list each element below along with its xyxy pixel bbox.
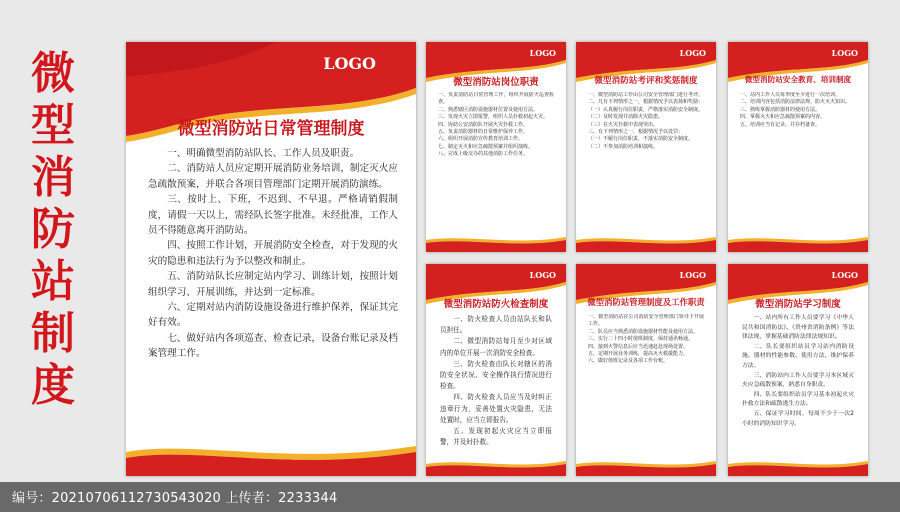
paragraph: 一、微型消防站工作由公司安全管理部门进行考评。 xyxy=(588,92,704,98)
logo: LOGO xyxy=(529,270,556,280)
vertical-title xyxy=(10,48,96,412)
board-title: 微型消防站安全教育、培训制度 xyxy=(744,75,852,84)
small-board xyxy=(728,264,868,476)
board-body xyxy=(438,92,554,230)
paragraph: 七、做好站内各项巡查、检查记录，设备台账记录及档案管理工作。 xyxy=(148,332,398,360)
small-board xyxy=(426,264,566,476)
board-title: 微型消防站管理制度及工作职责 xyxy=(587,297,705,307)
paragraph: （二）及时发现并消除火灾隐患。 xyxy=(588,114,664,121)
vertical-title-char: 站 xyxy=(31,256,75,307)
vertical-title-char: 度 xyxy=(31,360,75,411)
paragraph: 一、明确微型消防站队长、工作人员及职责。 xyxy=(167,148,360,159)
small-board xyxy=(576,42,716,252)
paragraph: 五、定期开展业务训练，提高灭火救援能力。 xyxy=(588,351,689,358)
paragraph: 八、完成上级交办的其他消防工作任务。 xyxy=(438,151,529,158)
paragraph: 一、防火检查人员由站队长和队员担任。 xyxy=(440,315,552,335)
logo: LOGO xyxy=(679,270,706,280)
paragraph: 四、防火检查人员应当及时纠正违章行为，妥善处置火灾隐患，无法处置时，应当立即报告。 xyxy=(440,393,552,424)
vertical-title-char: 制 xyxy=(31,308,75,359)
paragraph: 四、掌握灭火和应急疏散预案的内容。 xyxy=(740,114,826,121)
paragraph: （二）不参加消防培训和演练。 xyxy=(588,143,659,150)
paragraph: 五、消防站队长应制定站内学习、训练计划，按照计划组织学习、开展训练，并达到一定标准。 xyxy=(148,271,398,298)
small-board xyxy=(426,42,566,252)
footer-id-text: 编号：20210706112730543020 上传者：2233344 xyxy=(12,491,338,506)
board-title: 微型消防站日常管理制度 xyxy=(177,119,365,139)
paragraph: 三、有下列情形之一，根据情况予以处罚： xyxy=(588,129,684,136)
paragraph: 五、培训应当有记录，并存档备查。 xyxy=(740,121,821,128)
paragraph: 二、队员应当熟悉消防设施器材性能及使用方法。 xyxy=(588,328,699,335)
vertical-title-char: 防 xyxy=(31,204,75,255)
board-body xyxy=(588,314,704,452)
board-body xyxy=(588,92,704,230)
vertical-title-char: 微 xyxy=(31,48,75,99)
board-title: 微型消防站岗位职责 xyxy=(453,77,539,88)
paragraph: 二、消防站人员应定期开展消防业务培训，制定灭火应急疏散预案，并联合各项目管理部门定期开展消防演练。 xyxy=(148,163,398,190)
paragraph: （一）认真履行岗位职责，严格落实消防安全制度。 xyxy=(588,106,704,113)
paragraph: （一）不履行岗位职责，不落实消防安全制度。 xyxy=(588,136,694,143)
paragraph: 五、发现初起火灾应当立即报警，并及时扑救。 xyxy=(440,427,552,447)
small-board xyxy=(576,264,716,476)
paragraph: 四、协助公安消防队开展火灾扑救工作。 xyxy=(438,121,529,128)
bottom-wave-band xyxy=(576,456,716,476)
footer-bar xyxy=(0,482,900,512)
board-title: 微型消防站学习制度 xyxy=(755,299,841,310)
main-board xyxy=(126,42,416,476)
paragraph: 二、队长要组织站员学习站内消防设施、器材的性能参数、使用方法、维护保养方法。 xyxy=(742,343,854,369)
paragraph: 一、微型消防站在公司消防安全管理部门领导下开展工作。 xyxy=(588,314,704,328)
logo: LOGO xyxy=(529,48,556,58)
paragraph: 六、组织开展消防宣传教育培训工作。 xyxy=(438,136,524,143)
paragraph: 三、发现火灾立即报警，组织人员扑救初起火灾。 xyxy=(438,114,549,121)
board-title: 微型消防站防火检查制度 xyxy=(443,299,549,310)
bottom-wave-band xyxy=(426,456,566,476)
board-body xyxy=(742,314,854,452)
board-body xyxy=(740,92,856,230)
paragraph: 四、按照工作计划，开展消防安全检查，对于发现的火灾的隐患和违法行为予以整改和制止。 xyxy=(148,240,398,267)
board-body xyxy=(148,146,398,442)
board-body xyxy=(440,314,552,452)
paragraph: 一、站内工作人员每季度至少进行一次培训。 xyxy=(740,92,841,98)
bottom-wave-band xyxy=(576,232,716,252)
logo: LOGO xyxy=(323,54,376,73)
logo: LOGO xyxy=(831,48,858,58)
bottom-wave-band xyxy=(426,232,566,252)
paragraph: 二、凡有下列情形之一，根据情况予以表扬和奖励： xyxy=(588,99,704,106)
small-board xyxy=(728,42,868,252)
paragraph: 二、微型消防站每月至少对区域内的单位开展一次消防安全检查。 xyxy=(440,337,552,357)
paragraph: 六、定期对站内消防设施设备进行维护保养，保证其完好有效。 xyxy=(148,302,398,329)
paragraph: 三、消防站内工作人员要学习本区域灭火应急疏散预案，熟悉自身职责。 xyxy=(742,372,854,389)
paragraph: 一、负责消防站日常管理工作，组织开展防火巡查检查。 xyxy=(438,92,554,106)
logo: LOGO xyxy=(679,48,706,58)
bottom-wave-band xyxy=(126,436,416,476)
vertical-title-char: 消 xyxy=(31,152,75,203)
paragraph: 二、培训内容包括消防法律法规、防火灭火知识。 xyxy=(740,99,851,106)
paragraph: 三、熟练掌握消防器材的使用方法。 xyxy=(740,106,821,113)
paragraph: 二、熟悉辖区消防设施器材位置及使用方法。 xyxy=(438,106,539,113)
paragraph: 三、防火检查由队长对辖区的消防安全状况、安全操作执行情况进行检查。 xyxy=(440,359,552,391)
paragraph: 六、做好值班记录及各项工作台账。 xyxy=(588,358,669,365)
paragraph: 一、站内所有工作人员要学习《中华人民共和国消防法》、《贵州省消防条例》等法律法规，掌握基础消防法律法规知识。 xyxy=(742,315,854,341)
paragraph: 五、保证学习时间，每周不少于一次2小时的消防知识学习。 xyxy=(742,410,854,427)
paragraph: 四、队长要组织站员学习基本初起火灾扑救方法和疏散逃生方法。 xyxy=(742,391,854,408)
paragraph: 四、接到火警信息后应当迅速赶赴现场处置。 xyxy=(588,343,689,350)
bottom-wave-band xyxy=(728,232,868,252)
paragraph: 五、负责消防器材的日常维护保养工作。 xyxy=(438,129,529,136)
bottom-wave-band xyxy=(728,456,868,476)
logo: LOGO xyxy=(831,270,858,280)
paragraph: （三）在火灾扑救中表现突出。 xyxy=(588,121,659,128)
board-title: 微型消防站考评和奖惩制度 xyxy=(594,76,698,86)
paragraph: 三、按时上、下班，不迟到、不早退。严格请销假制度，请假一天以上，需经队长签字批准。未经批准，工作人员不得随意离开消防站。 xyxy=(148,194,398,237)
vertical-title-char: 型 xyxy=(31,100,75,151)
paragraph: 三、实行二十四小时值班制度，保持通讯畅通。 xyxy=(588,336,694,343)
paragraph: 七、制定灭火和应急疏散预案并组织演练。 xyxy=(438,143,534,150)
